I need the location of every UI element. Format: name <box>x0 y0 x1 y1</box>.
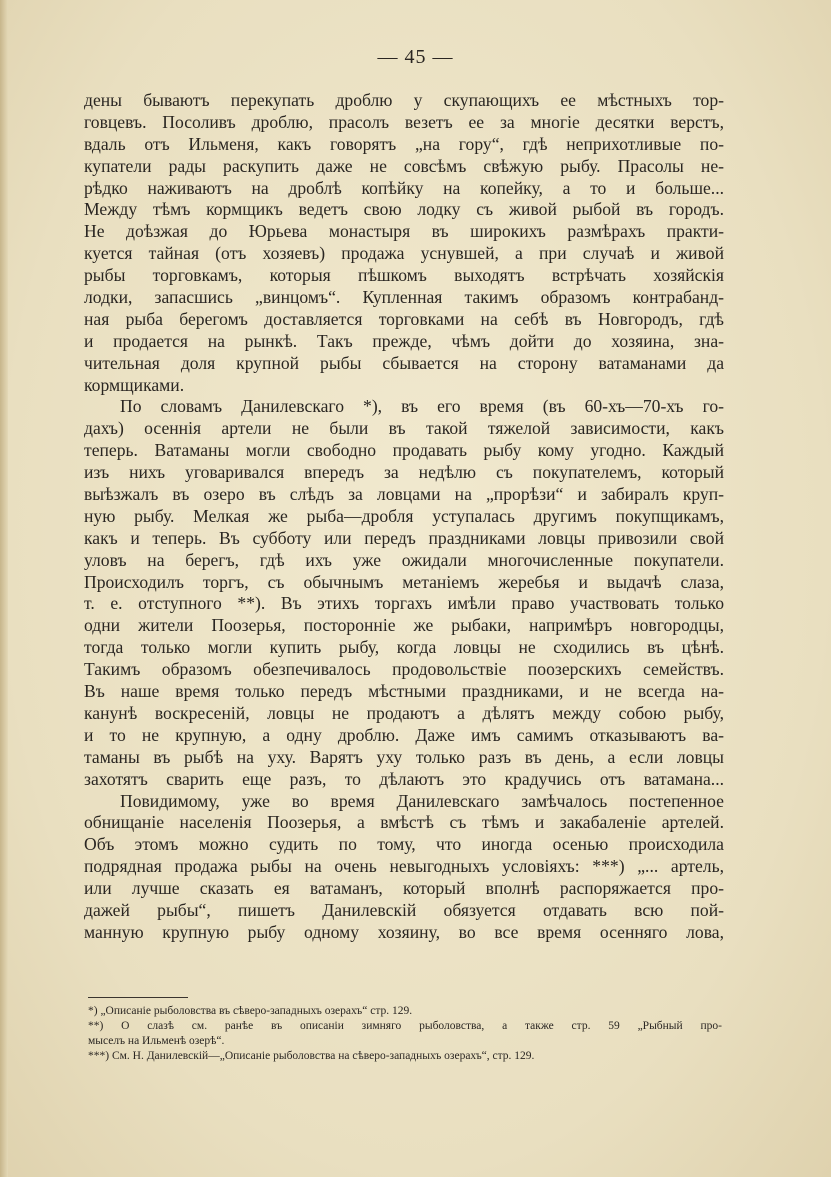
text-line: ную рыбу. Мелкая же рыба—дробля уступалась другимъ покупщикамъ, <box>84 505 724 526</box>
text-line: Между тѣмъ кормщикъ ведетъ свою лодку съ живой рыбой въ городъ. <box>84 199 724 220</box>
text-line: тогда только могли купить рыбу, когда ловцы не сходились въ цѣнѣ. <box>84 637 724 658</box>
text-line: дены бываютъ перекупать дроблю у скупающихъ ее мѣстныхъ тор- <box>84 90 724 110</box>
text-line: рѣдко наживаютъ на дроблѣ копѣйку на копейку, а то и больше... <box>84 177 724 198</box>
text-line: лодки, запасшись „винцомъ“. Купленная такимъ образомъ контрабанд- <box>84 287 724 308</box>
text-line: куется тайная (отъ хозяевъ) продажа уснувшей, а при случаѣ и живой <box>84 243 724 264</box>
footnote: *) „Описаніе рыболовства въ сѣверо-западныхъ озерахъ“ стр. 129. <box>88 1005 413 1017</box>
footnotes <box>88 1004 722 1064</box>
text-line: Объ этомъ можно судить по тому, что иногда осенью происходила <box>84 834 724 855</box>
text-line: говцевъ. Посоливъ дроблю, прасолъ везетъ ее за многіе десятки верстъ, <box>84 111 724 132</box>
text-line: Въ наше время только передъ мѣстными праздниками, и не всегда на- <box>84 681 724 702</box>
footnote: **) О слазѣ см. ранѣе въ описаніи зимняго рыболовства, а также стр. 59 „Рыбный про- <box>88 1020 722 1032</box>
text-line: ная рыба берегомъ доставляется торговками на себѣ въ Новгородъ, гдѣ <box>84 308 724 329</box>
text-line: таманы въ рыбѣ на уху. Варятъ уху только разъ въ день, а если ловцы <box>84 746 724 767</box>
paragraph-end-line: кормщиками. <box>84 374 185 395</box>
text-line: выѣзжалъ въ озеро въ слѣдъ за ловцами на „прорѣзи“ и забиралъ круп- <box>84 484 724 505</box>
text-line: теперь. Ватаманы могли свободно продавать рыбу кому угодно. Каждый <box>84 440 724 461</box>
body-text <box>84 90 724 944</box>
text-line: Не доѣзжая до Юрьева монастыря въ широкихъ размѣрахъ практи- <box>84 221 724 242</box>
text-line: Такимъ образомъ обезпечивалось продовольствіе поозерскихъ семействъ. <box>84 659 724 680</box>
text-line: подрядная продажа рыбы на очень невыгодныхъ условіяхъ: ***) „... артель, <box>84 856 724 877</box>
text-line: Происходилъ торгъ, съ обычнымъ метаніемъ жеребья и выдачѣ слаза, <box>84 571 724 592</box>
footnote-continuation: мыселъ на Ильменѣ озерѣ“. <box>88 1035 225 1047</box>
text-line: уловъ на берегъ, гдѣ ихъ уже ожидали многочисленные покупатели. <box>84 549 724 570</box>
page-number: — 45 — <box>377 46 454 68</box>
text-line: обнищаніе населенія Поозерья, а вмѣстѣ съ тѣмъ и закабаленіе артелей. <box>84 812 724 833</box>
text-line: канунѣ воскресеній, ловцы не продаютъ а дѣлятъ между собою рыбу, <box>84 702 724 723</box>
text-line: одни жители Поозерья, посторонніе же рыбаки, напримѣръ новгородцы, <box>84 615 724 636</box>
text-line: дажей рыбы“, пишетъ Данилевскій обязуется отдавать всю пой- <box>84 899 724 920</box>
text-line: дахъ) осеннія артели не были въ такой тяжелой зависимости, какъ <box>84 418 724 439</box>
page-fold-shadow <box>0 0 8 1177</box>
paragraph-start-line: По словамъ Данилевскаго *), въ его время (въ 60-хъ—70-хъ го- <box>120 396 724 417</box>
paragraph-end-line: захотятъ сварить еще разъ, то дѣлаютъ это крадучись отъ ватамана... <box>84 768 724 789</box>
text-line: и продается на рынкѣ. Такъ прежде, чѣмъ дойти до хозяина, зна- <box>84 330 724 351</box>
text-line: т. е. отступного **). Въ этихъ торгахъ имѣли право участвовать только <box>84 593 724 614</box>
text-line: манную крупную рыбу одному хозяину, во все время осенняго лова, <box>84 921 724 942</box>
footnote: ***) См. Н. Данилевскій—„Описаніе рыболовства на сѣверо-западныхъ озерахъ“, стр. 129. <box>88 1050 535 1062</box>
text-line: вдаль отъ Ильменя, какъ говорятъ „на гору“, гдѣ неприхотливые по- <box>84 133 724 154</box>
text-line: изъ нихъ уговаривался впередъ за недѣлю съ покупателемъ, который <box>84 462 724 483</box>
text-line: чительная доля крупной рыбы сбывается на сторону ватаманами да <box>84 352 724 373</box>
text-line: какъ и теперь. Въ субботу или передъ праздниками ловцы привозили свой <box>84 527 724 548</box>
footnote-rule <box>88 997 188 998</box>
text-line: купатели рады раскупить даже не совсѣмъ свѣжую рыбу. Прасолы не- <box>84 155 724 176</box>
paragraph-start-line: Повидимому, уже во время Данилевскаго замѣчалось постепенное <box>120 790 724 811</box>
text-line: или лучше сказать ея ватаманъ, который вполнѣ распоряжается про- <box>84 878 724 899</box>
text-line: рыбы торговкамъ, которыя пѣшкомъ выходятъ встрѣчать хозяйскія <box>84 265 724 286</box>
text-line: и то не крупную, а одну дроблю. Даже имъ самимъ отказываютъ ва- <box>84 724 724 745</box>
